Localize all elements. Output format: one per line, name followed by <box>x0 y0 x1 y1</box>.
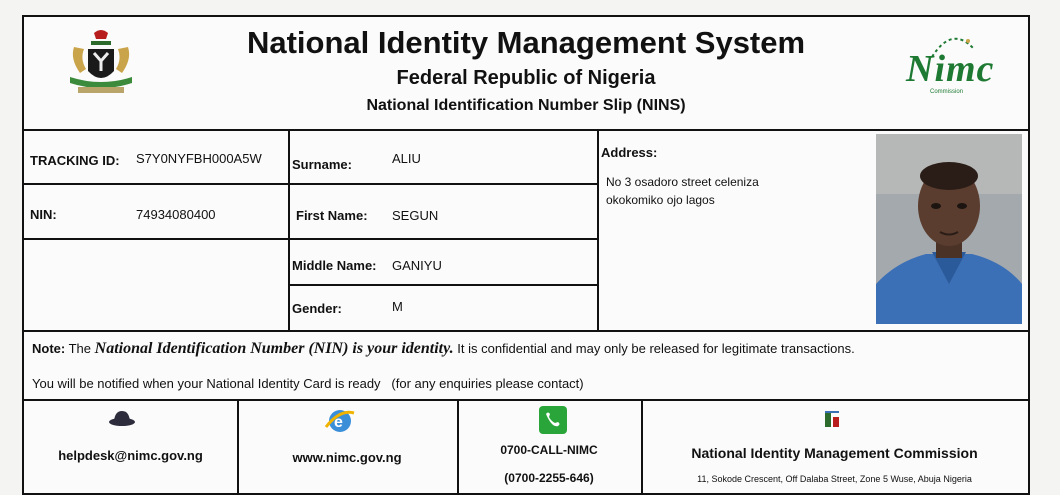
org-address: 11, Sokode Crescent, Off Dalaba Street, Zone 5 Wuse, Abuja Nigeria <box>697 474 972 484</box>
logo-subtext: Commission <box>930 89 964 95</box>
address-value <box>606 173 836 209</box>
nimc-logo <box>900 29 1000 101</box>
phone-digits[interactable]: (0700-2255-646) <box>504 471 594 485</box>
country-title: Federal Republic of Nigeria <box>396 67 656 89</box>
address-line-1: No 3 osadoro street celeniza <box>606 175 759 189</box>
tracking-id-value: S7Y0NYFBH000A5W <box>136 151 262 166</box>
middle-name-value: GANIYU <box>392 258 442 273</box>
hat-icon <box>108 409 136 427</box>
gender-value: M <box>392 299 403 314</box>
divider <box>24 183 597 185</box>
first-name-label: First Name: <box>296 208 368 223</box>
note-label: Note: <box>32 341 66 356</box>
logo-text: Nimc <box>906 48 995 90</box>
system-title: National Identity Management System <box>246 25 806 60</box>
divider <box>597 129 599 332</box>
divider <box>237 399 239 495</box>
nins-slip <box>22 15 1030 495</box>
enquiries-text: (for any enquiries please contact) <box>391 376 584 391</box>
phone-number[interactable]: 0700-CALL-NIMC <box>500 443 598 457</box>
svg-text:e: e <box>334 414 343 431</box>
notification-line <box>32 376 584 391</box>
notification-text: You will be notified when your National Identity Card is ready <box>32 376 381 391</box>
helpdesk-email[interactable]: helpdesk@nimc.gov.ng <box>58 448 203 463</box>
holder-photo <box>876 134 1022 324</box>
note-emphasis: National Identification Number (NIN) is your identity. <box>94 340 454 357</box>
surname-label: Surname: <box>292 157 352 172</box>
divider <box>24 399 1028 401</box>
portrait-image <box>876 134 1022 324</box>
website-link[interactable]: www.nimc.gov.ng <box>292 450 402 465</box>
gender-label: Gender: <box>292 301 342 316</box>
slip-title: National Identification Number Slip (NINS) <box>366 97 686 114</box>
address-line-2: okokomiko ojo lagos <box>606 193 715 207</box>
divider <box>24 330 1028 332</box>
divider <box>288 129 290 332</box>
divider <box>24 238 597 240</box>
note-line <box>32 340 855 358</box>
first-name-value: SEGUN <box>392 208 439 223</box>
surname-value: ALIU <box>392 151 421 166</box>
note-pre: The <box>68 341 92 356</box>
address-label: Address: <box>601 145 658 160</box>
internet-explorer-icon <box>324 405 356 437</box>
tracking-id-label: TRACKING ID: <box>30 153 120 168</box>
nin-value: 74934080400 <box>136 207 216 222</box>
note-post: It is confidential and may only be released for legitimate transactions. <box>457 341 855 356</box>
middle-name-label: Middle Name: <box>292 258 377 273</box>
phone-icon <box>538 405 568 435</box>
nimc-small-logo-icon <box>822 409 844 431</box>
divider <box>288 284 597 286</box>
nin-label: NIN: <box>30 207 57 222</box>
org-name: National Identity Management Commission <box>691 445 978 461</box>
slip-header <box>24 17 1028 131</box>
